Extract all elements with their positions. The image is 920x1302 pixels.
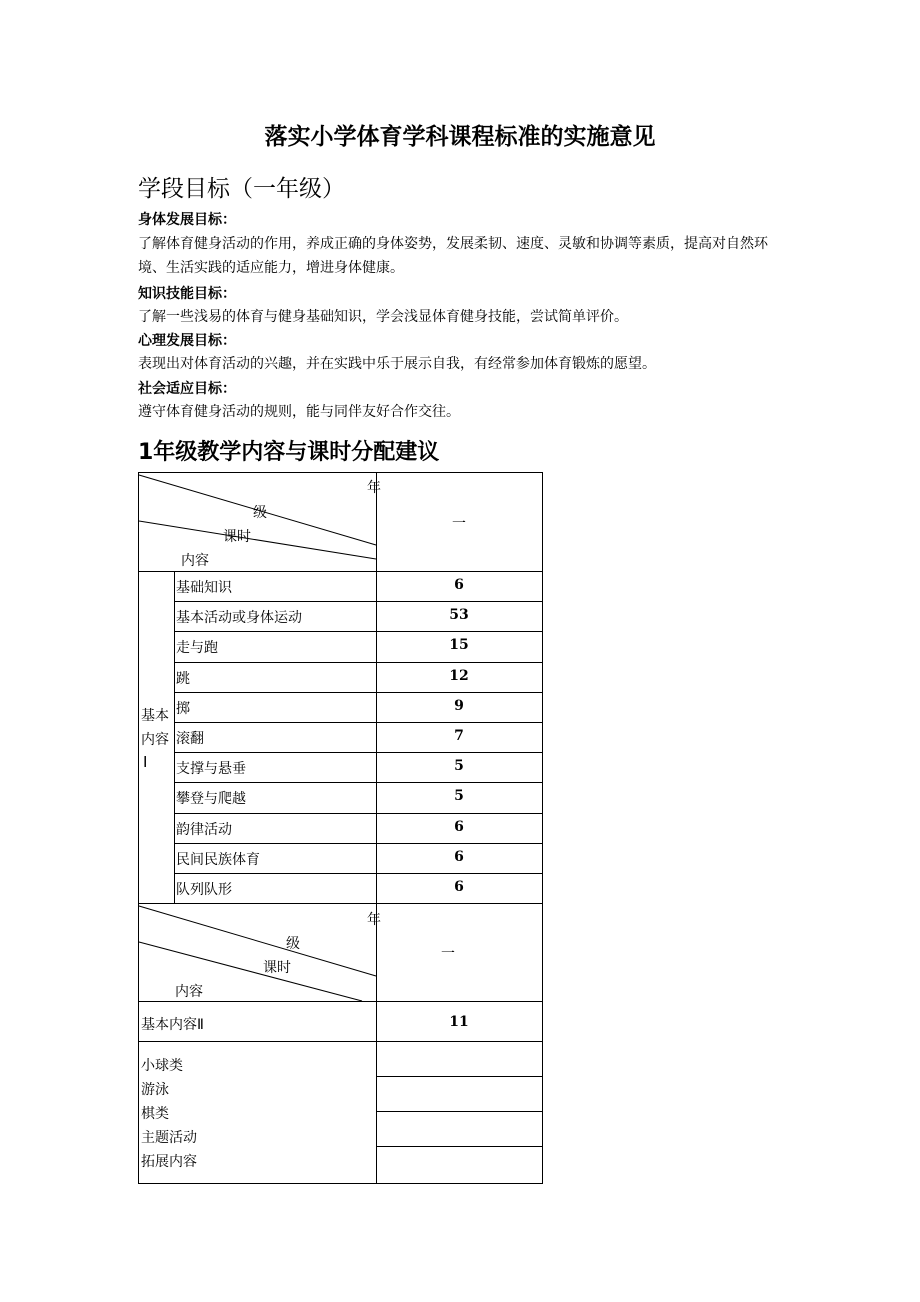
header-grade: 一 <box>452 516 466 532</box>
row-content-name: 滚翻 <box>176 731 204 747</box>
row-hours: 6 <box>454 849 464 865</box>
table-divider <box>174 601 542 602</box>
extension-item: 拓展内容 <box>141 1154 197 1170</box>
row-content-name: 走与跑 <box>176 640 218 656</box>
group1-label-line3: Ⅰ <box>143 753 148 771</box>
row-hours: 6 <box>454 819 464 835</box>
header-nian: 年 <box>367 480 381 496</box>
row-content-name: 基本活动或身体运动 <box>176 610 302 626</box>
table-divider <box>174 813 542 814</box>
row-content-name: 民间民族体育 <box>176 852 260 868</box>
table-divider <box>174 631 542 632</box>
table-divider <box>174 873 542 874</box>
table-divider <box>174 782 542 783</box>
table-divider <box>139 1001 542 1002</box>
table-divider <box>174 571 175 903</box>
header2-ji: 级 <box>286 936 300 952</box>
goal-label-psychology: 心理发展目标： <box>138 333 236 349</box>
row-hours: 12 <box>449 668 469 684</box>
goal-text-physical: 了解体育健身活动的作用，养成正确的身体姿势，发展柔韧、速度、灵敏和协调等素质，提高对自然环境、生活实践的适应能力，增进身体健康。 <box>138 236 768 276</box>
extension-item: 游泳 <box>141 1082 169 1098</box>
row-content-name: 韵律活动 <box>176 822 232 838</box>
header2-keshi: 课时 <box>263 960 291 976</box>
goal-label-social: 社会适应目标： <box>138 381 236 397</box>
row-hours: 53 <box>449 607 469 623</box>
header2-nian: 年 <box>367 912 381 928</box>
row-content-name: 基础知识 <box>176 580 232 596</box>
header-ji: 级 <box>253 505 267 521</box>
table-divider <box>174 662 542 663</box>
row-content-name: 攀登与爬越 <box>176 791 246 807</box>
row-content-name: 队列队形 <box>176 882 232 898</box>
table-divider <box>174 722 542 723</box>
header2-grade: 一 <box>441 946 455 962</box>
row-hours: 7 <box>454 728 464 744</box>
row-hours: 6 <box>454 879 464 895</box>
goal-text-psychology: 表现出对体育活动的兴趣，并在实践中乐于展示自我，有经常参加体育锻炼的愿望。 <box>138 356 656 372</box>
extension-item: 主题活动 <box>141 1130 197 1146</box>
table-divider <box>376 1076 542 1077</box>
table-divider <box>139 571 542 572</box>
table-divider <box>174 752 542 753</box>
goal-text-knowledge: 了解一些浅易的体育与健身基础知识，学会浅显体育健身技能，尝试简单评价。 <box>138 309 628 325</box>
table-divider <box>376 1146 542 1147</box>
table-title: 1年级教学内容与课时分配建议 <box>138 440 440 465</box>
table-divider <box>376 1111 542 1112</box>
group1-label-line2: 内容 <box>141 732 169 748</box>
group1-label-line1: 基本 <box>141 708 169 724</box>
diagonal-header-lines <box>139 473 376 571</box>
goal-text-social: 遵守体育健身活动的规则，能与同伴友好合作交往。 <box>138 404 460 420</box>
header-neirong: 内容 <box>181 553 209 569</box>
row-hours: 5 <box>454 788 464 804</box>
table-divider <box>139 1041 542 1042</box>
group2-hours: 11 <box>449 1014 469 1030</box>
row-content-name: 支撑与悬垂 <box>176 761 246 777</box>
row-content-name: 掷 <box>176 701 190 717</box>
header2-neirong: 内容 <box>175 984 203 1000</box>
group2-label: 基本内容Ⅱ <box>141 1017 204 1033</box>
table-divider <box>174 692 542 693</box>
goal-label-knowledge: 知识技能目标： <box>138 286 236 302</box>
row-hours: 6 <box>454 577 464 593</box>
goal-label-physical: 身体发展目标： <box>138 212 236 228</box>
extension-item: 棋类 <box>141 1106 169 1122</box>
extension-item: 小球类 <box>141 1058 183 1074</box>
table-divider <box>174 843 542 844</box>
section-title: 学段目标（一年级） <box>138 176 345 202</box>
row-content-name: 跳 <box>176 671 190 687</box>
row-hours: 15 <box>449 637 469 653</box>
document-title: 落实小学体育学科课程标准的实施意见 <box>264 124 656 150</box>
hours-table <box>138 472 543 1184</box>
row-hours: 9 <box>454 698 464 714</box>
header-keshi: 课时 <box>223 529 251 545</box>
row-hours: 5 <box>454 758 464 774</box>
